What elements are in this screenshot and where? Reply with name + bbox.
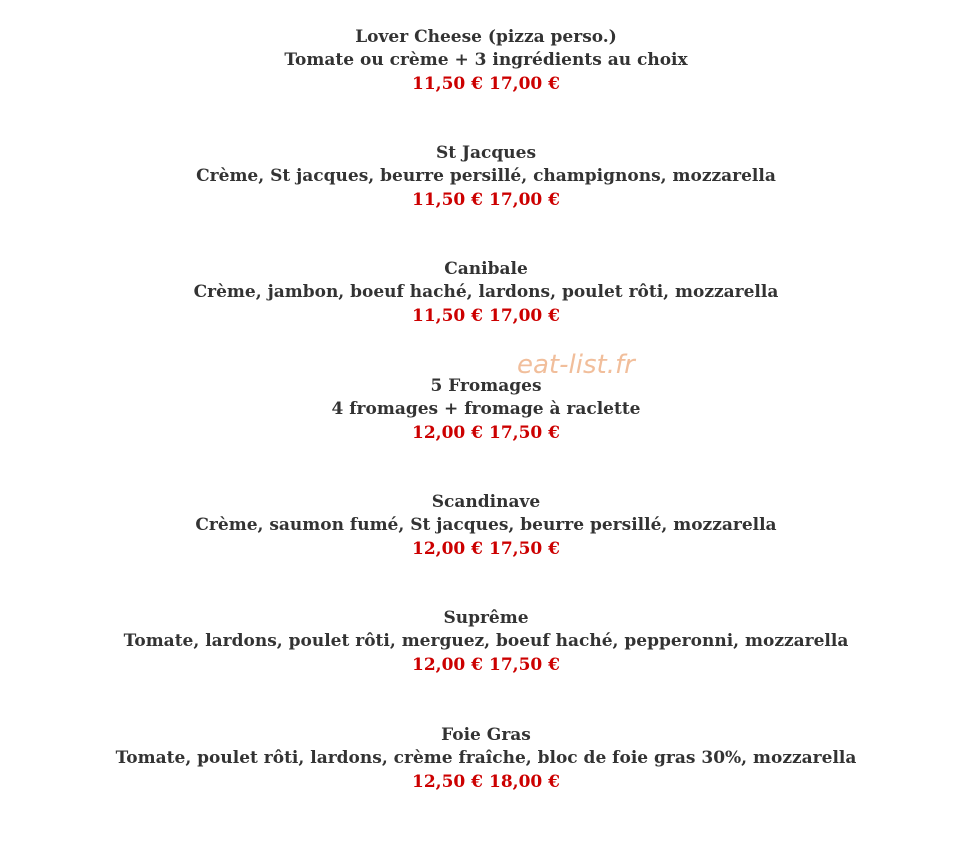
item-name: Suprême (443, 608, 529, 628)
item-prices (0, 770, 972, 794)
menu-item-supreme (0, 607, 972, 677)
item-name: 5 Fromages (430, 376, 542, 396)
menu-item-lover-cheese (0, 26, 972, 96)
price-large: 18,00 € (489, 772, 560, 792)
price-small: 11,50 € (412, 306, 483, 326)
item-description: Tomate ou crème + 3 ingrédients au choix (284, 50, 688, 70)
item-name: Lover Cheese (pizza perso.) (355, 27, 617, 47)
item-prices (0, 188, 972, 212)
item-description: Tomate, poulet rôti, lardons, crème fraîche, bloc de foie gras 30%, mozzarella (115, 748, 857, 768)
menu-item-scandinave (0, 491, 972, 561)
item-prices (0, 72, 972, 96)
price-large: 17,00 € (489, 74, 560, 94)
price-large: 17,50 € (489, 539, 560, 559)
item-description: Crème, saumon fumé, St jacques, beurre persillé, mozzarella (195, 515, 777, 535)
price-large: 17,00 € (489, 306, 560, 326)
item-description: 4 fromages + fromage à raclette (331, 399, 641, 419)
price-small: 12,00 € (412, 423, 483, 443)
price-large: 17,50 € (489, 423, 560, 443)
item-prices (0, 421, 972, 445)
price-small: 12,00 € (412, 655, 483, 675)
item-name: St Jacques (435, 143, 537, 163)
item-description: Crème, jambon, boeuf haché, lardons, poulet rôti, mozzarella (193, 282, 779, 302)
item-prices (0, 653, 972, 677)
item-prices (0, 537, 972, 561)
item-description: Tomate, lardons, poulet rôti, merguez, boeuf haché, pepperonni, mozzarella (123, 631, 849, 651)
item-prices (0, 304, 972, 328)
price-small: 12,50 € (412, 772, 483, 792)
price-large: 17,50 € (489, 655, 560, 675)
menu-item-foie-gras (0, 724, 972, 794)
watermark: eat-list.fr (517, 350, 635, 380)
menu-item-canibale (0, 258, 972, 328)
item-name: Scandinave (431, 492, 541, 512)
price-small: 12,00 € (412, 539, 483, 559)
price-small: 11,50 € (412, 74, 483, 94)
menu-item-st-jacques (0, 142, 972, 212)
item-name: Canibale (444, 259, 528, 279)
price-large: 17,00 € (489, 190, 560, 210)
item-name: Foie Gras (441, 725, 531, 745)
menu-item-5-fromages (0, 375, 972, 445)
price-small: 11,50 € (412, 190, 483, 210)
item-description: Crème, St jacques, beurre persillé, champignons, mozzarella (196, 166, 776, 186)
